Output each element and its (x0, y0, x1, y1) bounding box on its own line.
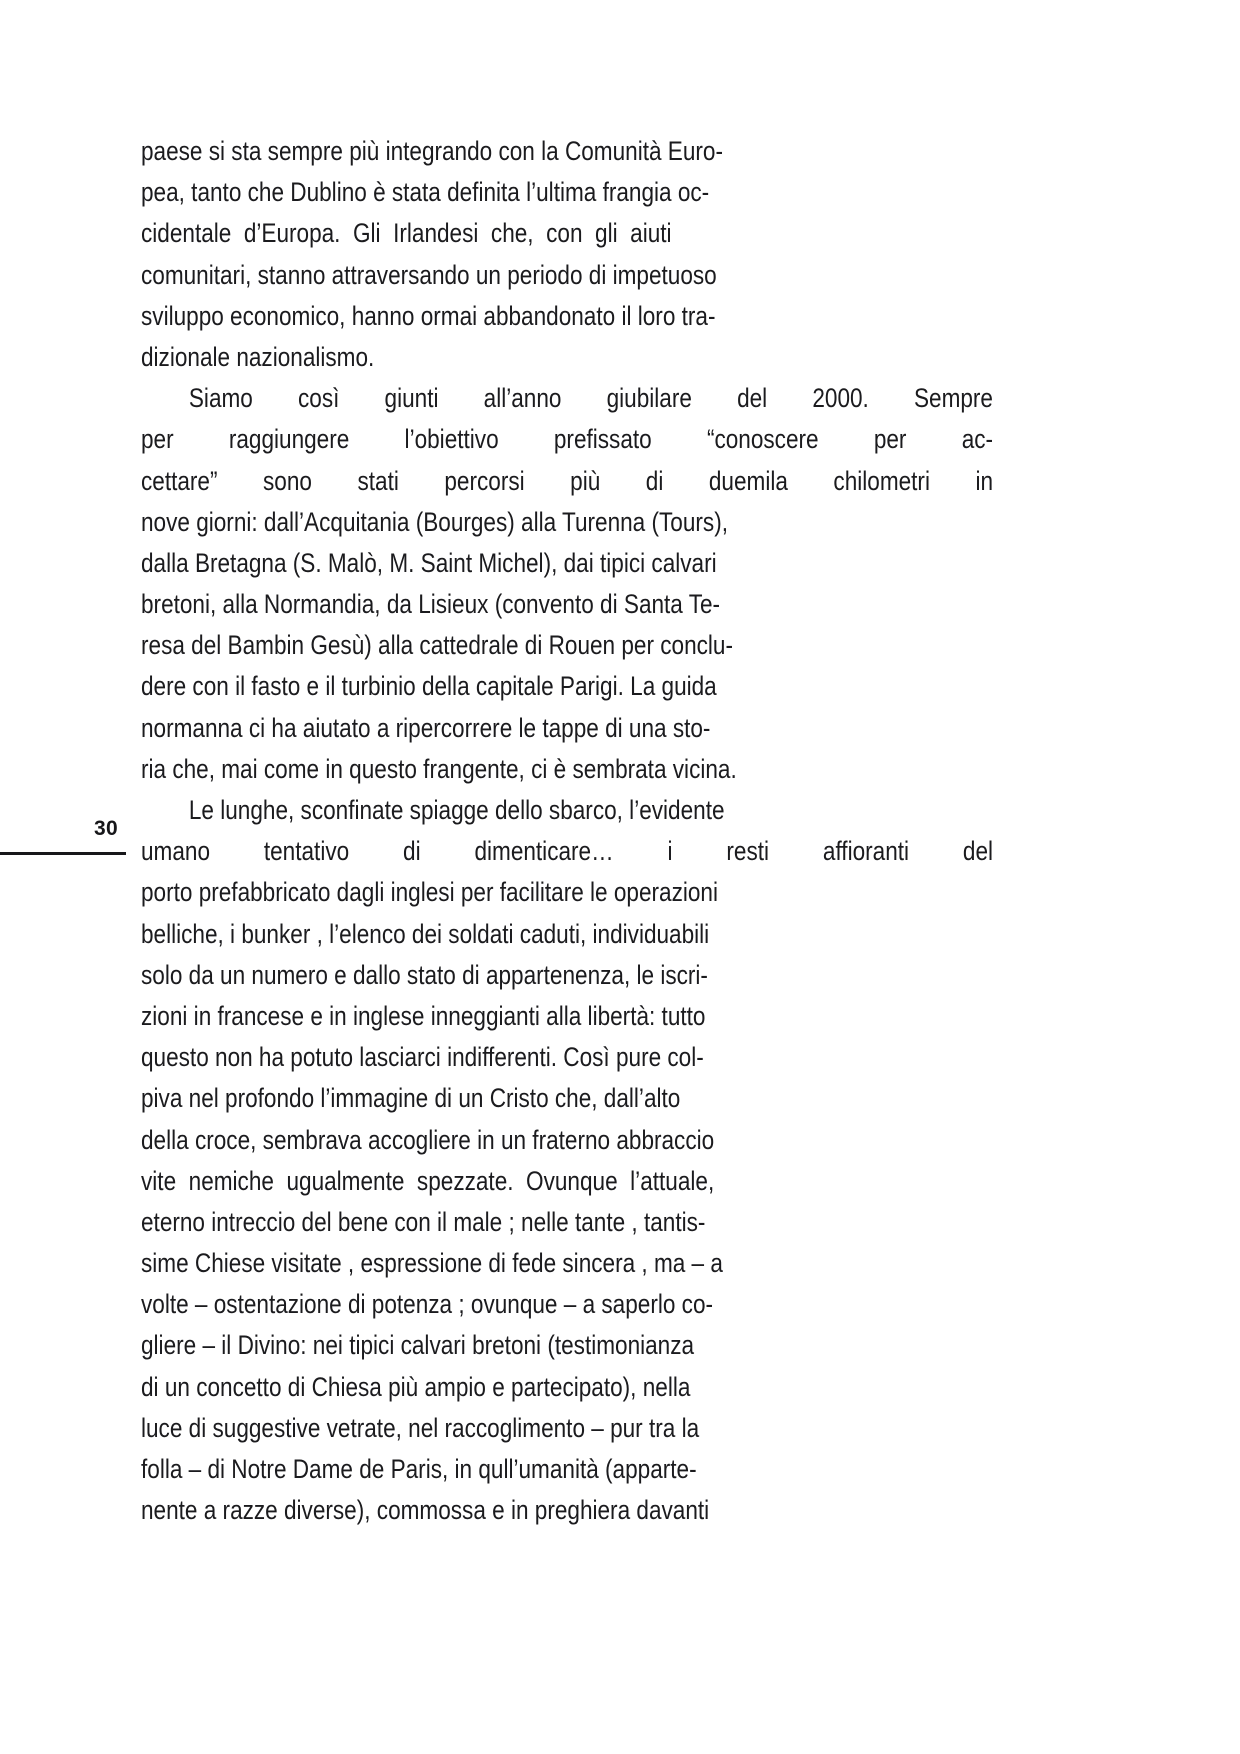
text-line: cidentale d’Europa. Gli Irlandesi che, con gli aiuti (141, 218, 672, 249)
text-line: della croce, sembrava accogliere in un fraterno abbraccio (141, 1124, 715, 1155)
text-line: solo da un numero e dallo stato di appartenenza, le iscri- (141, 959, 708, 990)
text-line: dalla Bretagna (S. Malò, M. Saint Michel), dai tipici calvari (141, 547, 717, 578)
paragraph (141, 131, 993, 378)
text-line: Le lunghe, sconfinate spiagge dello sbarco, l’evidente (188, 795, 725, 825)
text-line: umano tentativo di dimenticare… i resti affioranti del (141, 836, 994, 867)
text-line: questo non ha potuto lasciarci indifferenti. Così pure col- (141, 1042, 704, 1073)
text-line: volte – ostentazione di potenza ; ovunque – a saperlo co- (141, 1289, 714, 1320)
text-line: ria che, mai come in questo frangente, ci è sembrata vicina. (141, 753, 737, 784)
text-line: gliere – il Divino: nei tipici calvari bretoni (testimonianza (141, 1330, 695, 1361)
text-line: piva nel profondo l’immagine di un Cristo che, dall’alto (141, 1083, 681, 1114)
text-line: dere con il fasto e il turbinio della capitale Parigi. La guida (141, 671, 717, 702)
text-line: pea, tanto che Dublino è stata definita l’ultima frangia oc- (141, 177, 710, 208)
text-line: normanna ci ha aiutato a ripercorrere le tappe di una sto- (141, 712, 711, 743)
text-line: bretoni, alla Normandia, da Lisieux (convento di Santa Te- (141, 589, 721, 620)
paragraph (141, 790, 993, 1531)
text-line: eterno intreccio del bene con il male ; nelle tante , tantis- (141, 1206, 706, 1237)
text-line: comunitari, stanno attraversando un periodo di impetuoso (141, 259, 717, 290)
text-line: paese si sta sempre più integrando con la Comunità Euro- (141, 136, 723, 166)
text-line: resa del Bambin Gesù) alla cattedrale di Rouen per conclu- (141, 630, 734, 661)
text-line: luce di suggestive vetrate, nel raccoglimento – pur tra la (141, 1412, 700, 1443)
text-line: nente a razze diverse), commossa e in preghiera davanti (141, 1495, 710, 1526)
text-line: porto prefabbricato dagli inglesi per facilitare le operazioni (141, 877, 718, 908)
body-text-column (141, 131, 993, 1531)
text-line: dizionale nazionalismo. (141, 341, 375, 372)
text-line: belliche, i bunker , l’elenco dei soldati caduti, individuabili (141, 918, 710, 949)
folio-rule (0, 852, 126, 855)
page-number: 30 (94, 817, 118, 840)
text-line: folla – di Notre Dame de Paris, in qull’umanità (apparte- (141, 1454, 697, 1484)
text-line: sime Chiese visitate , espressione di fede sincera , ma – a (141, 1248, 723, 1279)
text-line: per raggiungere l’obiettivo prefissato “conoscere per ac- (141, 424, 994, 455)
folio-block (0, 818, 126, 858)
text-line: zioni in francese e in inglese inneggianti alla libertà: tutto (141, 1000, 706, 1031)
text-line: di un concetto di Chiesa più ampio e partecipato), nella (141, 1371, 691, 1402)
text-line: cettare” sono stati percorsi più di duemila chilometri in (141, 465, 994, 496)
text-line: nove giorni: dall’Acquitania (Bourges) alla Turenna (Tours), (141, 506, 728, 537)
text-line: Siamo così giunti all’anno giubilare del 2000. Sempre (188, 383, 993, 414)
text-line: vite nemiche ugualmente spezzate. Ovunque l’attuale, (141, 1165, 715, 1196)
text-line: sviluppo economico, hanno ormai abbandonato il loro tra- (141, 300, 716, 331)
paragraph (141, 378, 993, 790)
